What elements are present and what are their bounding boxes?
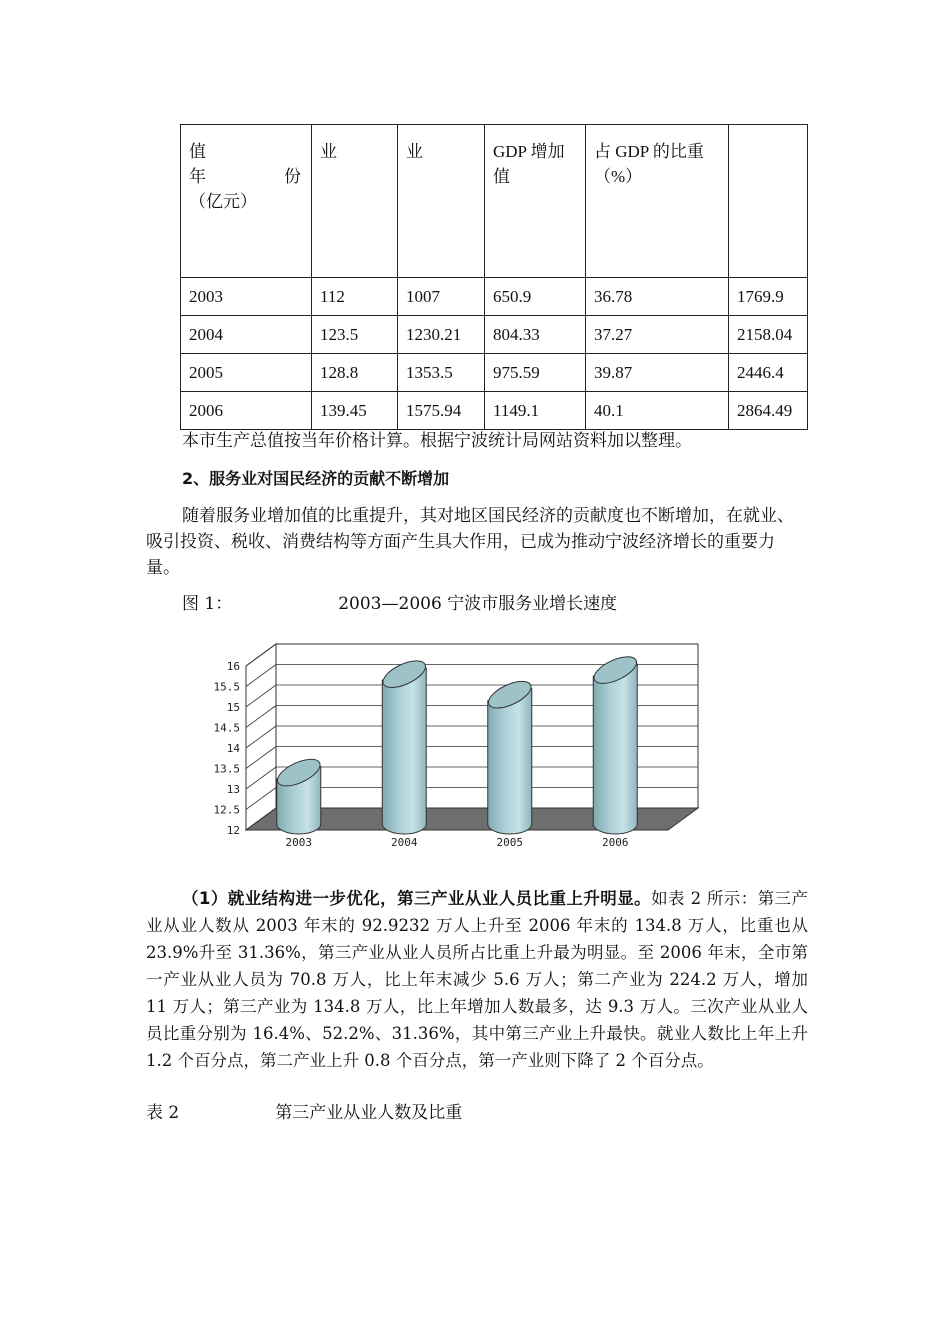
- paragraph-body: 如表 2 所示：第三产业从业人数从 2003 年末的 92.9232 万人上升至 2006 年末的 134.8 万人，比重也从 23.9%升至 31.36%，第三产业从业人员所占比重上升最为明显。至 2006 年末，全市第一产业从业人员为 70.8 万人，比上年末减少 5.6 万人；第二产业为 224.2 万人，增加 11 万人；第三产业为 134.8 万人，比上年增加人数最多，达 9.3 万人。三次产业从业人员比重分别为 16.4%、52.2%、31.36%，其中第三产业上升最快。就业人数比上年上升 1.2 个百分点，第二产业上升 0.8 个百分点，第一产业则下降了 2 个百分点。: [146, 889, 808, 1070]
- y-tick-label: 12.5: [213, 803, 240, 817]
- header-line: 值: [189, 142, 206, 161]
- figure-title: 2003—2006 宁波市服务业增长速度: [338, 594, 618, 614]
- bar: [488, 689, 532, 834]
- table-cell: 128.8: [312, 354, 398, 392]
- growth-bar-chart: [200, 632, 710, 862]
- table-caption-title: 第三产业从业人数及比重: [275, 1103, 463, 1123]
- table-row: [181, 316, 808, 354]
- figure-caption: [182, 591, 617, 617]
- table-cell: 39.87: [586, 354, 729, 392]
- table-cell: 1575.94: [398, 392, 485, 430]
- table-row: [181, 392, 808, 430]
- table-cell: 1353.5: [398, 354, 485, 392]
- header-year-left: 年: [189, 167, 206, 186]
- table-cell: 40.1: [586, 392, 729, 430]
- table-cell: 650.9: [485, 278, 586, 316]
- table-header-cell: 占 GDP 的比重（%）: [586, 125, 729, 278]
- table-cell: 123.5: [312, 316, 398, 354]
- table-caption-label: 表 2: [146, 1103, 180, 1123]
- paragraph: 随着服务业增加值的比重提升，其对地区国民经济的贡献度也不断增加，在就业、吸引投资、税收、消费结构等方面产生具大作用，已成为推动宁波经济增长的重要力量。: [146, 506, 794, 578]
- table-cell: 37.27: [586, 316, 729, 354]
- table-cell: 1769.9: [729, 278, 808, 316]
- table-header-cell: GDP 增加值: [485, 125, 586, 278]
- table-cell: 1007: [398, 278, 485, 316]
- table-cell: 2158.04: [729, 316, 808, 354]
- table-header-cell: 业: [398, 125, 485, 278]
- table-cell: 139.45: [312, 392, 398, 430]
- table-note: 本市生产总值按当年价格计算。根据宁波统计局网站资料加以整理。: [182, 431, 692, 451]
- table-caption: [146, 1100, 462, 1126]
- table-cell: 2006: [181, 392, 312, 430]
- table-cell: 975.59: [485, 354, 586, 392]
- table-cell: 1230.21: [398, 316, 485, 354]
- gdp-table: [180, 124, 808, 430]
- y-tick-label: 13.5: [213, 762, 240, 776]
- y-tick-label: 15.5: [213, 680, 240, 694]
- paragraph-lead: （1）就业结构进一步优化，第三产业从业人员比重上升明显。: [182, 889, 652, 908]
- table-header-cell: 业: [312, 125, 398, 278]
- y-tick-label: 13: [226, 783, 240, 796]
- x-tick-label: 2003: [285, 836, 312, 849]
- table-row: [181, 354, 808, 392]
- table-cell: 804.33: [485, 316, 586, 354]
- header-unit: （亿元）: [189, 192, 257, 211]
- paragraph: [146, 885, 808, 1074]
- header-year-right: 份: [284, 167, 301, 186]
- table-header-row: [181, 125, 808, 278]
- table-header-cell: [181, 125, 312, 278]
- y-tick-label: 12: [226, 824, 240, 837]
- table-row: [181, 278, 808, 316]
- table-cell: 2004: [181, 316, 312, 354]
- table-cell: 2864.49: [729, 392, 808, 430]
- table-cell: 36.78: [586, 278, 729, 316]
- x-tick-label: 2005: [496, 836, 523, 849]
- y-tick-label: 16: [226, 660, 240, 673]
- y-tick-label: 14.5: [213, 721, 240, 735]
- bar: [382, 668, 426, 834]
- y-tick-label: 15: [226, 701, 240, 714]
- table-cell: 112: [312, 278, 398, 316]
- header-year-label: [189, 164, 301, 189]
- table-cell: 2005: [181, 354, 312, 392]
- table-header-cell: [729, 125, 808, 278]
- figure-label: 图 1：: [182, 594, 233, 614]
- section-heading: 2、服务业对国民经济的贡献不断增加: [182, 469, 450, 488]
- table-cell: 2003: [181, 278, 312, 316]
- x-tick-label: 2006: [602, 836, 629, 849]
- table-cell: 2446.4: [729, 354, 808, 392]
- bar: [593, 664, 637, 834]
- y-tick-label: 14: [226, 742, 240, 755]
- x-tick-label: 2004: [391, 836, 418, 849]
- table-cell: 1149.1: [485, 392, 586, 430]
